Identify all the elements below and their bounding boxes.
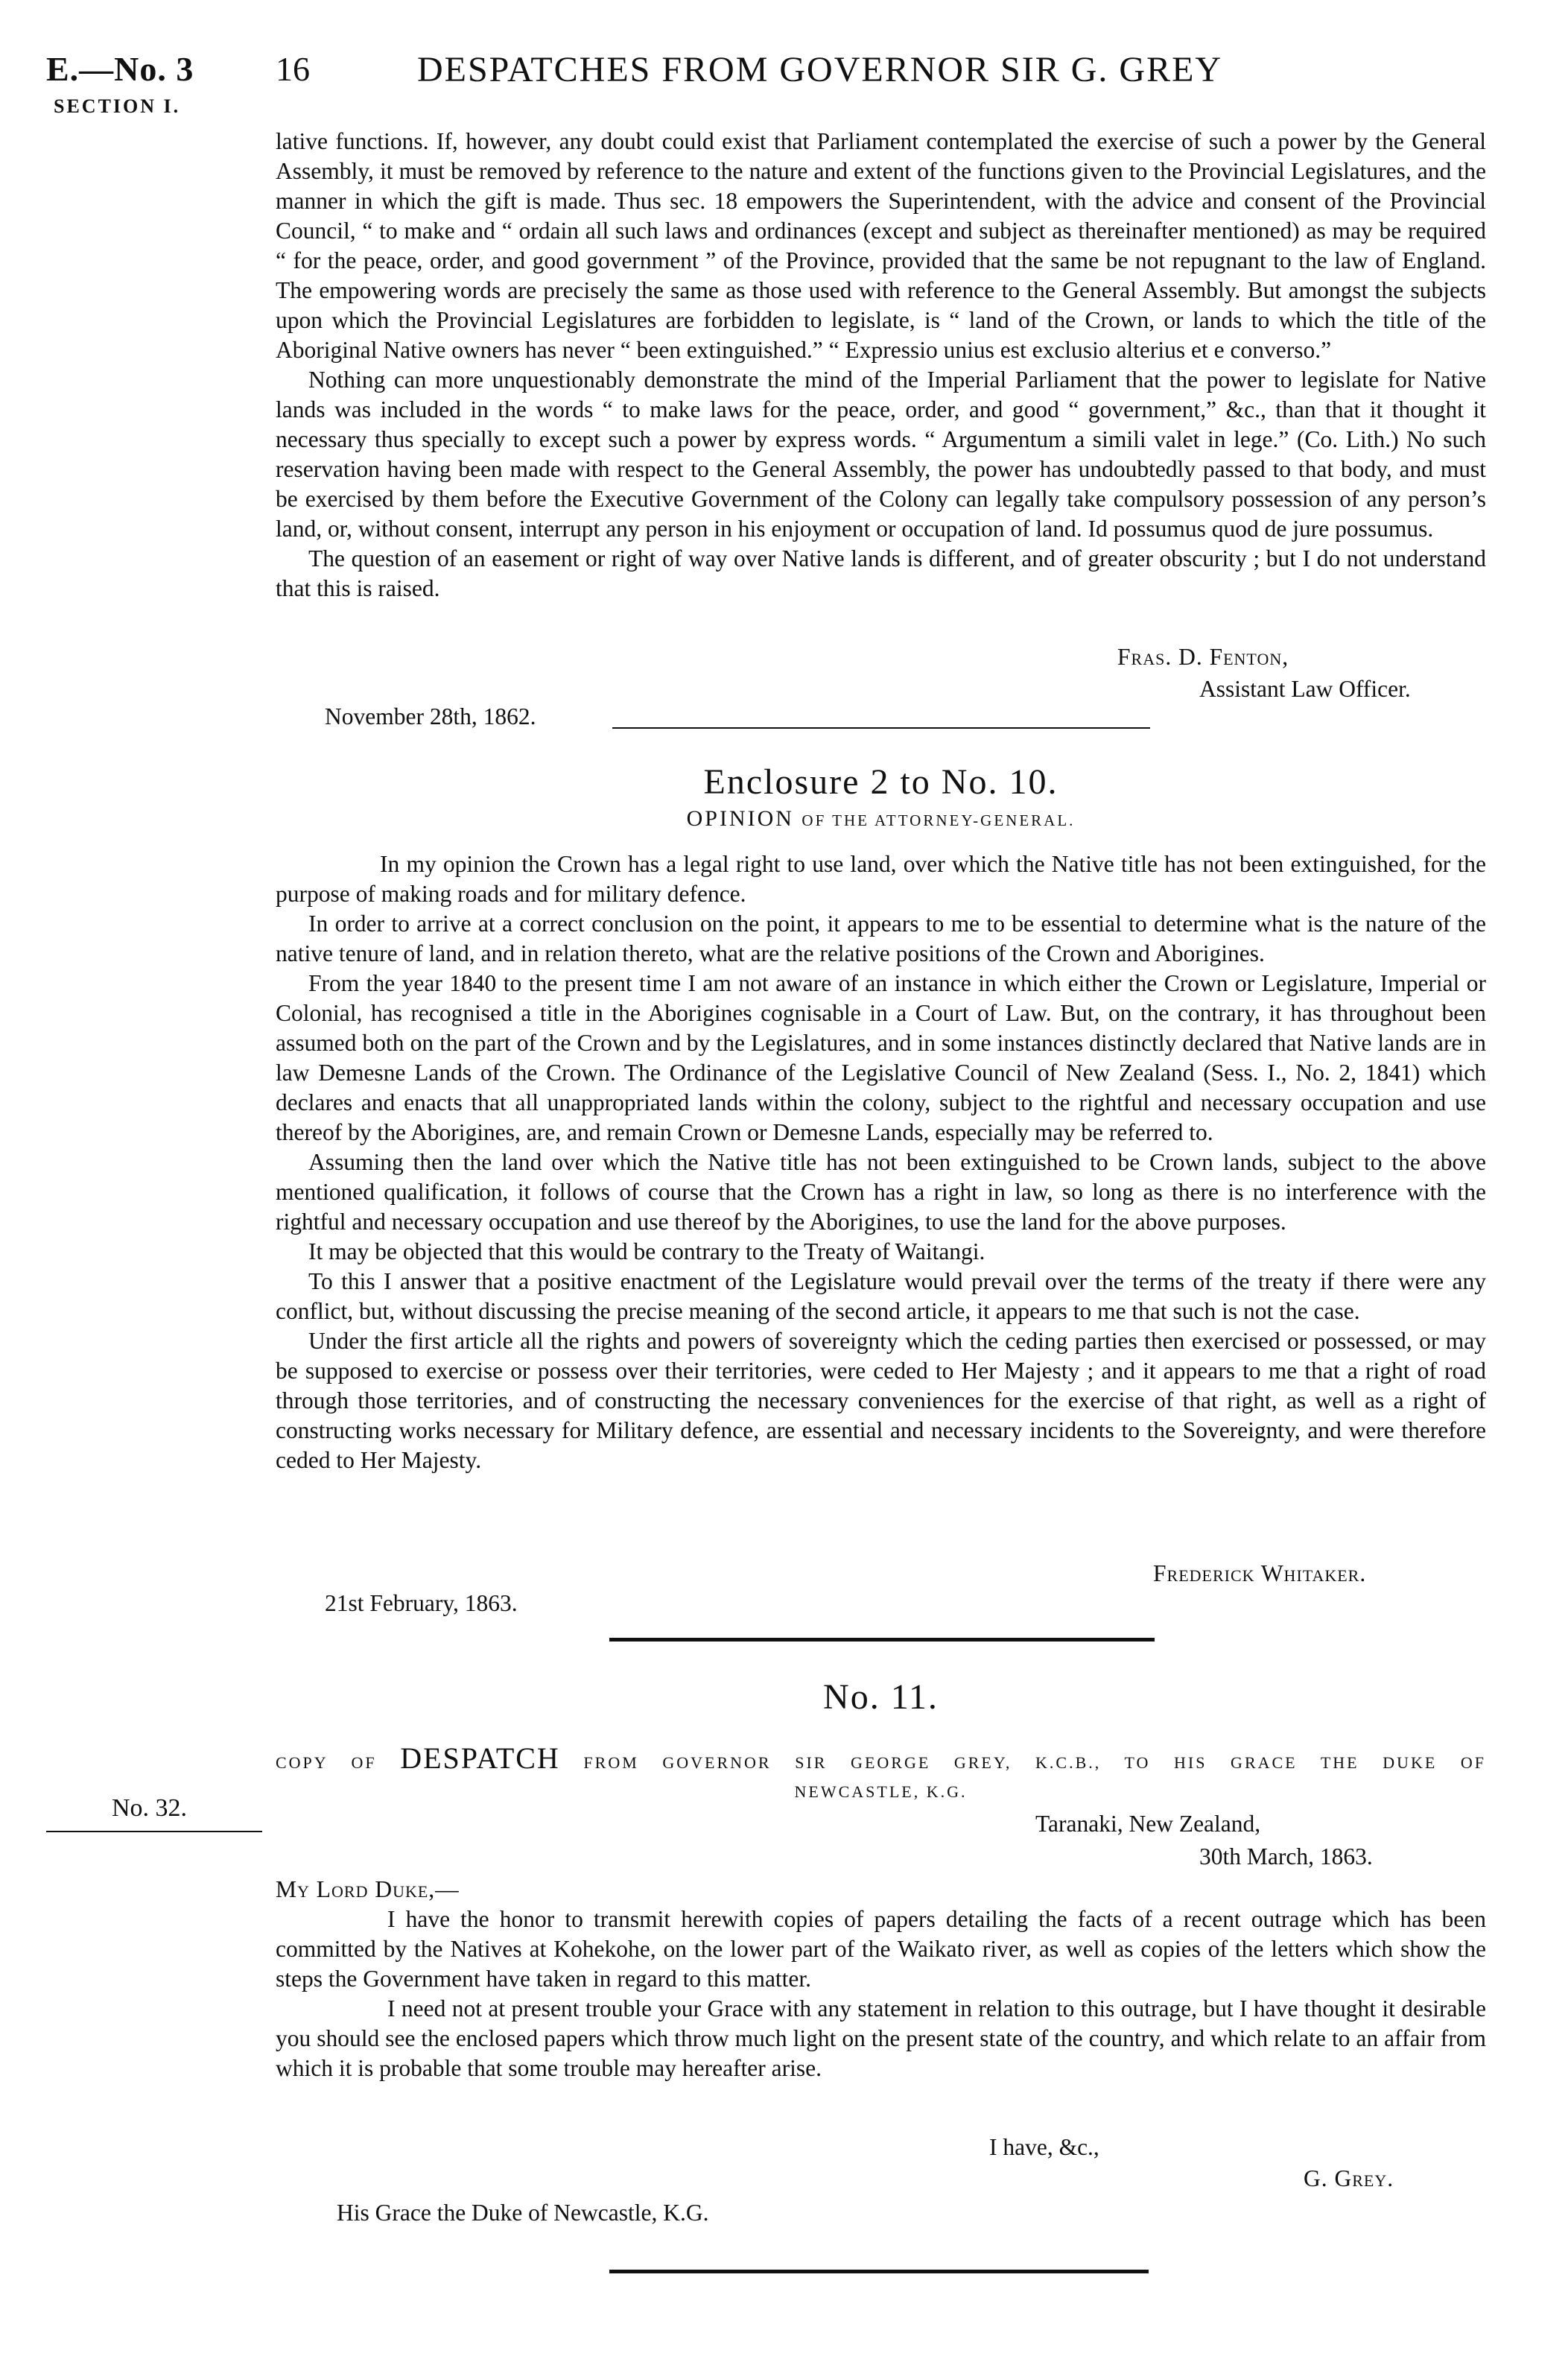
section-label: SECTION I. <box>54 95 181 117</box>
paragraph: Under the first article all the rights and powers of sovereignty which the ceding parties then exercised or possessed, or may be supposed to exercise or possess over their territories, were ceded to Her Majesty ; and it appears to me that a right of road through those territories, and of constructing the necessary conveniences for the exercise of that right, as well as a right of constructing works necessary for Military defence, are essential and necessary incidents to the Sovereignty, and were therefore ceded to Her Majesty. <box>276 1328 1486 1473</box>
document-reference: E.—No. 3 <box>46 50 194 88</box>
paragraph: I need not at present trouble your Grace with any statement in relation to this outrage, but I have thought it desirable you should see the enclosed papers which throw much light on the present state of the country, and which relate to an affair from which it is probable that some trouble may hereafter arise. <box>276 1995 1486 2081</box>
paragraph: It may be objected that this would be contrary to the Treaty of Waitangi. <box>308 1238 985 1264</box>
despatch-number: No. 11. <box>823 1677 939 1717</box>
despatch-heading <box>276 1741 1487 1778</box>
enclosure-subtitle <box>276 806 1486 832</box>
enclosure-title: Enclosure 2 to No. 10. <box>703 762 1058 802</box>
paragraph: In my opinion the Crown has a legal right to use land, over which the Native title has not been extinguished, for the purpose of making roads and for military defence. <box>276 851 1486 907</box>
despatch-date: 30th March, 1863. <box>1199 1843 1373 1870</box>
attorney-general-opinion <box>276 849 1486 1475</box>
addressee: His Grace the Duke of Newcastle, K.G. <box>337 2200 709 2226</box>
paragraph: Nothing can more unquestionably demonstrate the mind of the Imperial Parliament that the power to legislate for Native lands was included in the words “ to make laws for the peace, order, and good “ government,” &c., than that it thought it necessary thus specially to except such a power by express words. “ Argumentum a simili valet in lege.” (Co. Lith.) No such reservation having been made with respect to the General Assembly, the power has undoubtedly passed to that body, and must be exercised by them before the Executive Government of the Colony can legally take compulsory possession of any person’s land, or, without consent, interrupt any person in his enjoyment or occupation of land. Id possumus quod de jure possumus. <box>276 367 1486 542</box>
paragraph: To this I answer that a positive enactment of the Legislature would prevail over the terms of the treaty if there were any conflict, but, without discussing the precise meaning of the second article, it appears to me that such is not the case. <box>276 1268 1486 1324</box>
paragraph: The question of an easement or right of way over Native lands is different, and of greater obscurity ; but I do not understand that this is raised. <box>276 545 1486 601</box>
section-divider <box>612 727 1150 729</box>
despatch-heading-line2: NEWCASTLE, K.G. <box>794 1782 968 1801</box>
salutation: My Lord Duke,— <box>276 1876 460 1902</box>
signature-name: Frederick Whitaker. <box>1153 1560 1367 1586</box>
despatch-heading-word: DESPATCH <box>400 1741 560 1775</box>
despatch-body <box>276 1905 1486 2083</box>
signature-name: Fras. D. Fenton, <box>1117 644 1289 670</box>
page-number: 16 <box>276 50 310 88</box>
enclosure-subtitle-rest: OF THE ATTORNEY-GENERAL. <box>802 811 1076 829</box>
margin-rule <box>46 1831 262 1832</box>
section-divider <box>609 2270 1149 2273</box>
signature-title: Assistant Law Officer. <box>1199 676 1411 702</box>
despatch-place: Taranaki, New Zealand, <box>1035 1811 1261 1837</box>
margin-reference: No. 32. <box>112 1794 188 1822</box>
signature-name: G. Grey. <box>1304 2165 1394 2191</box>
despatch-heading-copy: COPY OF <box>276 1753 377 1772</box>
page-title: DESPATCHES FROM GOVERNOR SIR G. GREY <box>417 50 1223 89</box>
paragraph: Assuming then the land over which the Native title has not been extinguished to be Crown lands, subject to the above mentioned qualification, it follows of course that the Crown has a right in law, so long as there is no interference with the rightful and necessary occupation and use thereof by the Aborigines, to use the land for the above purposes. <box>276 1149 1486 1235</box>
paragraph: In order to arrive at a correct conclusion on the point, it appears to me to be essential to determine what is the nature of the native tenure of land, and in relation thereto, what are the relative positions of the Crown and Aborigines. <box>276 911 1486 966</box>
opinion-continued <box>276 127 1486 604</box>
despatch-heading-rest: FROM GOVERNOR SIR GEORGE GREY, K.C.B., TO HIS GRACE THE DUKE OF <box>583 1753 1487 1772</box>
enclosure-date: 21st February, 1863. <box>325 1590 518 1616</box>
enclosure-subtitle-main: OPINION <box>686 806 794 831</box>
paragraph: I have the honor to transmit herewith copies of papers detailing the facts of a recent outrage which has been committed by the Natives at Kohekohe, on the lower part of the Waikato river, as well as copies of the letters which show the steps the Government have taken in regard to this matter. <box>276 1906 1486 1992</box>
closing: I have, &c., <box>989 2134 1099 2160</box>
paragraph: From the year 1840 to the present time I am not aware of an instance in which either the Crown or Legislature, Imperial or Colonial, has recognised a title in the Aborigines cognisable in a Court of Law. But, on the contrary, it has throughout been assumed both on the part of the Crown and by the Legislatures, and in some instances distinctly declared that Native lands are in law Demesne Lands of the Crown. The Ordinance of the Legislative Council of New Zealand (Sess. I., No. 2, 1841) which declares and enacts that all unappropriated lands within the colony, subject to the rightful and necessary occupation and use thereof by the Aborigines, are, and remain Crown or Demesne Lands, especially may be referred to. <box>276 970 1486 1145</box>
paragraph: lative functions. If, however, any doubt could exist that Parliament contemplated the exercise of such a power by the General Assembly, it must be removed by reference to the nature and extent of the functions given to the Provincial Legislatures, and the manner in which the gift is made. Thus sec. 18 empowers the Superintendent, with the advice and consent of the Provincial Council, “ to make and “ ordain all such laws and ordinances (except and subject as thereinafter mentioned) as may be required “ for the peace, order, and good government ” of the Province, provided that the same be not repugnant to the law of England. The empowering words are precisely the same as those used with reference to the General Assembly. But amongst the subjects upon which the Provincial Legislatures are forbidden to legislate, is “ land of the Crown, or lands to which the title of the Aboriginal Native owners has never “ been extinguished.” “ Expressio unius est exclusio alterius et e converso.” <box>276 128 1486 363</box>
section-divider <box>609 1638 1155 1642</box>
opinion-date: November 28th, 1862. <box>325 703 536 729</box>
